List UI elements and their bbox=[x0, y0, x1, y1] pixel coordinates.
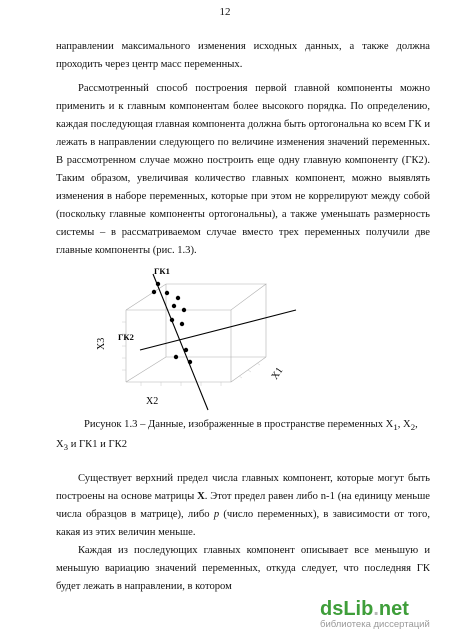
p3-part2: . Этот предел равен либо n-1 (на единицу меньше числа образцов в матрице), либо bbox=[56, 491, 430, 520]
paragraph-3 bbox=[56, 470, 430, 542]
data-point bbox=[182, 308, 186, 312]
caption-sub-2: 2 bbox=[410, 422, 416, 433]
caption-text: Рисунок 1.3 – Данные, изображенные в пространстве переменных X bbox=[84, 419, 394, 430]
paragraph-2: Рассмотренный способ построения первой главной компоненты можно применить и к главным компонентам более высокого порядка. По определению, каждая последующая главная компонента должна быть ортогональна ко всем ГК и лежать в направлении следующего по величине изменения значений переменных. В рассмотренном случае можно построить еще одну главную компоненту (ГК2). Таким образом, увеличивая количество главных компонент, можно выявлять изменения в наборе переменных, которые при этом не коррелируют между собой (поскольку главные компоненты ортогональны), а также уменьшать размерность системы – в рассматриваемом случае вместо трех переменных получили две главные компоненты (рис. 1.3). bbox=[56, 83, 430, 256]
gk1-line bbox=[153, 274, 208, 410]
caption-sub-3: 3 bbox=[63, 442, 69, 453]
data-point bbox=[152, 290, 156, 294]
paragraph-4: Каждая из последующих главных компонент описывает все меньшую и меньшую вариацию значений переменных, откуда следует, что последняя ГК будет лежать в направлении, в котором bbox=[56, 545, 430, 592]
label-gk2: ГК2 bbox=[118, 332, 134, 342]
axis-box bbox=[126, 284, 266, 382]
axis-label-x3: X3 bbox=[96, 337, 107, 350]
label-gk1: ГК1 bbox=[154, 266, 170, 276]
data-point bbox=[170, 318, 174, 322]
p3-part1: Существует верхний предел числа главных компонент, которые могут быть построены на основе матрицы bbox=[56, 473, 430, 502]
caption-sep-1: , X bbox=[397, 419, 411, 430]
watermark-logo: dsLib.net bbox=[320, 598, 409, 620]
axis-label-x2: X2 bbox=[146, 396, 159, 407]
watermark[interactable] bbox=[320, 598, 438, 630]
data-point bbox=[156, 282, 160, 286]
data-point bbox=[188, 360, 192, 364]
data-point bbox=[184, 348, 188, 352]
paragraph-1: направлении максимального изменения исходных данных, а также должна проходить через центр масс переменных. bbox=[56, 41, 430, 70]
data-point bbox=[174, 355, 178, 359]
data-point bbox=[165, 291, 169, 295]
data-point bbox=[176, 296, 180, 300]
axis-label-x1: X1 bbox=[269, 365, 286, 382]
p3-p-var: p bbox=[213, 509, 220, 520]
caption-text-after: и ГК1 и ГК2 bbox=[68, 439, 127, 451]
data-point bbox=[172, 304, 176, 308]
gk2-line bbox=[140, 310, 296, 350]
figure-pca-3d bbox=[96, 262, 346, 412]
caption-sep-2: , X bbox=[56, 419, 418, 451]
data-point bbox=[180, 322, 184, 326]
watermark-subtitle: библиотека диссертаций bbox=[320, 619, 430, 630]
data-points bbox=[152, 282, 192, 364]
figure-caption bbox=[56, 416, 430, 456]
page-number: 12 bbox=[219, 6, 231, 18]
figure-svg bbox=[96, 262, 346, 412]
p3-part3: (число переменных), в зависимости от того, какая из этих величин меньше. bbox=[56, 509, 430, 538]
tick-marks bbox=[122, 322, 260, 386]
caption-sub-1: 1 bbox=[393, 422, 398, 433]
p3-matrix-x: X bbox=[197, 491, 205, 502]
